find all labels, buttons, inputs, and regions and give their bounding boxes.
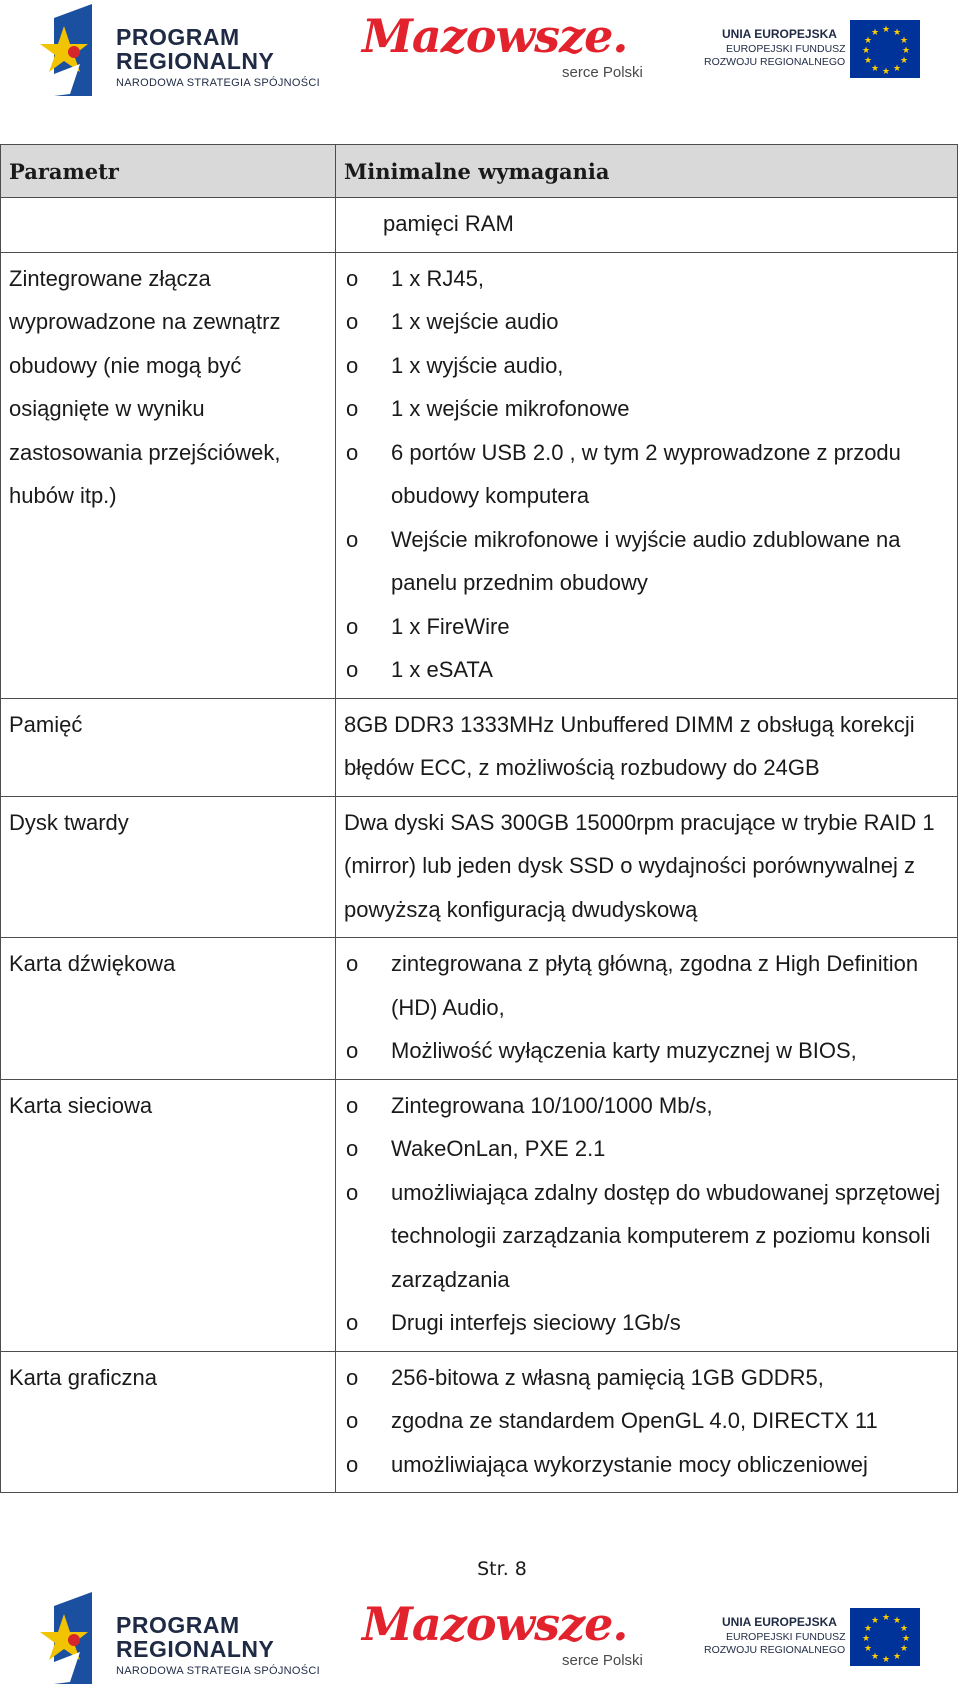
- svg-text:★: ★: [900, 36, 909, 46]
- sound-list: [336, 938, 957, 1079]
- program-logo-line1: PROGRAM: [116, 24, 240, 50]
- eu-logo: [700, 18, 920, 84]
- bullet-icon: o: [346, 309, 359, 334]
- bullet-icon: o: [346, 1310, 359, 1335]
- program-logo-line2: REGIONALNY: [116, 1636, 275, 1662]
- eu-logo-line1: UNIA EUROPEJSKA: [722, 27, 837, 41]
- program-regionalny-emblem-icon: [40, 1592, 100, 1684]
- network-list: [336, 1080, 957, 1351]
- header-minimalne-wymagania: Minimalne wymagania: [336, 145, 958, 198]
- svg-text:★: ★: [864, 1644, 873, 1654]
- program-regionalny-emblem-icon: [40, 4, 100, 96]
- eu-flag-icon: [850, 20, 920, 78]
- svg-text:★: ★: [871, 1652, 880, 1662]
- bullet-icon: o: [346, 265, 359, 291]
- bullet-icon: o: [346, 1451, 359, 1477]
- table-cell-continuation: [336, 198, 958, 253]
- table-cell-requirements: [336, 698, 958, 796]
- list-item: o Drugi interfejs sieciowy 1Gb/s: [344, 1301, 949, 1345]
- mazowsze-tagline: serce Polski: [562, 64, 643, 81]
- eu-logo-line3: ROZWOJU REGIONALNEGO: [704, 1644, 846, 1656]
- table-row-graphics: [1, 1351, 958, 1493]
- bullet-icon: o: [346, 1364, 359, 1390]
- table-cell-requirements: [336, 252, 958, 698]
- param-sound: Karta dźwiękowa: [9, 951, 176, 976]
- disk-value: Dwa dyski SAS 300GB 15000rpm pracujące w trybie RAID 1 (mirror) lub jeden dysk SSD o wydajności porównywalnej z powyższą konfiguracją dwudyskową: [344, 809, 935, 922]
- list-item: o 1 x wejście audio: [344, 300, 949, 344]
- list-item: o WakeOnLan, PXE 2.1: [344, 1127, 949, 1171]
- bullet-icon: o: [346, 1092, 359, 1118]
- svg-text:★: ★: [882, 25, 891, 35]
- bullet-icon: o: [346, 657, 359, 682]
- bullet-icon: o: [346, 1136, 359, 1161]
- bullet-icon: o: [346, 352, 359, 378]
- svg-text:★: ★: [893, 1616, 902, 1626]
- table-row-continuation: [1, 198, 958, 253]
- table-cell-param: [1, 796, 336, 938]
- param-network: Karta sieciowa: [9, 1092, 153, 1118]
- list-item: o zintegrowana z płytą główną, zgodna z High Definition (HD) Audio,: [344, 942, 949, 1029]
- list-item: o Wejście mikrofonowe i wyjście audio zdublowane na panelu przednim obudowy: [344, 518, 949, 605]
- svg-text:★: ★: [902, 1634, 911, 1644]
- eu-logo: [700, 1606, 920, 1672]
- program-regionalny-logo: [40, 1592, 330, 1684]
- program-regionalny-logo: [40, 4, 330, 96]
- svg-text:★: ★: [862, 46, 871, 56]
- mazowsze-tagline: serce Polski: [562, 1652, 643, 1669]
- list-item: o 1 x RJ45,: [344, 257, 949, 301]
- list-item: o 6 portów USB 2.0 , w tym 2 wyprowadzone z przodu obudowy komputera: [344, 431, 949, 518]
- continuation-text: pamięci RAM: [383, 211, 514, 236]
- memory-value: 8GB DDR3 1333MHz Unbuffered DIMM z obsługą korekcji błędów ECC, z możliwością rozbudowy do 24GB: [344, 711, 915, 780]
- svg-text:★: ★: [882, 67, 891, 77]
- svg-text:★: ★: [864, 1624, 873, 1634]
- table-cell-empty: [1, 198, 336, 253]
- footer-logo-band: [0, 1588, 960, 1688]
- bullet-icon: o: [346, 1408, 359, 1433]
- list-item: o 1 x FireWire: [344, 605, 949, 649]
- bullet-icon: o: [346, 526, 359, 552]
- svg-text:★: ★: [864, 36, 873, 46]
- list-item: o umożliwiająca zdalny dostęp do wbudowanej sprzętowej technologii zarządzania komputerem z poziomu konsoli zarządzania: [344, 1171, 949, 1302]
- mazowsze-wordmark: Mazowsze.: [362, 9, 628, 63]
- program-logo-line3: NARODOWA STRATEGIA SPÓJNOŚCI: [116, 77, 320, 89]
- program-logo-line2: REGIONALNY: [116, 48, 275, 74]
- svg-text:★: ★: [862, 1634, 871, 1644]
- table-header-row: [1, 145, 958, 198]
- bullet-icon: o: [346, 1179, 359, 1205]
- svg-text:★: ★: [893, 64, 902, 74]
- svg-text:★: ★: [900, 1624, 909, 1634]
- bullet-icon: o: [346, 951, 359, 976]
- table-cell-param: [1, 1079, 336, 1351]
- param-graphics: Karta graficzna: [9, 1364, 157, 1390]
- table-cell-param: [1, 698, 336, 796]
- table-cell-requirements: [336, 938, 958, 1080]
- table-row-network: [1, 1079, 958, 1351]
- table-row-sound: [1, 938, 958, 1080]
- list-item: o Zintegrowana 10/100/1000 Mb/s,: [344, 1084, 949, 1128]
- list-item: o 1 x wyjście audio,: [344, 344, 949, 388]
- mazowsze-logo: [362, 8, 662, 98]
- svg-text:★: ★: [893, 28, 902, 38]
- eu-logo-line2: EUROPEJSKI FUNDUSZ: [726, 43, 846, 55]
- table-row-disk: [1, 796, 958, 938]
- eu-logo-line2: EUROPEJSKI FUNDUSZ: [726, 1631, 846, 1643]
- table-cell-requirements: [336, 1351, 958, 1493]
- list-item: o 1 x wejście mikrofonowe: [344, 387, 949, 431]
- svg-text:★: ★: [864, 56, 873, 66]
- table-cell-param: [1, 1351, 336, 1493]
- list-item: o 256-bitowa z własną pamięcią 1GB GDDR5,: [344, 1356, 949, 1400]
- page-number: Str. 8: [477, 1558, 527, 1580]
- svg-text:★: ★: [900, 56, 909, 66]
- param-connectors: Zintegrowane złącza wyprowadzone na zewnątrz obudowy (nie mogą być osiągnięte w wyniku zastosowania przejściówek, hubów itp.): [9, 265, 281, 508]
- eu-logo-line3: ROZWOJU REGIONALNEGO: [704, 56, 846, 68]
- connectors-list: [336, 253, 957, 698]
- param-memory: Pamięć: [9, 711, 83, 737]
- graphics-list: [336, 1352, 957, 1493]
- specification-table: [0, 144, 958, 1493]
- bullet-icon: o: [346, 613, 359, 639]
- program-logo-line1: PROGRAM: [116, 1612, 240, 1638]
- header-logo-band: [0, 0, 960, 100]
- table-cell-requirements: [336, 796, 958, 938]
- svg-text:★: ★: [882, 1613, 891, 1623]
- list-item: o zgodna ze standardem OpenGL 4.0, DIRECTX 11: [344, 1399, 949, 1443]
- list-item: o 1 x eSATA: [344, 648, 949, 692]
- svg-text:★: ★: [902, 46, 911, 56]
- param-disk: Dysk twardy: [9, 809, 129, 835]
- bullet-icon: o: [346, 439, 359, 465]
- list-item: o Możliwość wyłączenia karty muzycznej w BIOS,: [344, 1029, 949, 1073]
- program-logo-line3: NARODOWA STRATEGIA SPÓJNOŚCI: [116, 1665, 320, 1677]
- table-cell-requirements: [336, 1079, 958, 1351]
- mazowsze-logo: [362, 1596, 662, 1686]
- svg-text:★: ★: [882, 1655, 891, 1665]
- table-row-memory: [1, 698, 958, 796]
- svg-text:★: ★: [871, 28, 880, 38]
- bullet-icon: o: [346, 396, 359, 421]
- svg-text:★: ★: [871, 1616, 880, 1626]
- eu-logo-line1: UNIA EUROPEJSKA: [722, 1615, 837, 1629]
- header-parametr: Parametr: [1, 145, 336, 198]
- svg-text:★: ★: [900, 1644, 909, 1654]
- bullet-icon: o: [346, 1038, 359, 1063]
- table-cell-param: [1, 938, 336, 1080]
- table-row-connectors: [1, 252, 958, 698]
- svg-text:★: ★: [871, 64, 880, 74]
- table-cell-param: [1, 252, 336, 698]
- eu-flag-icon: [850, 1608, 920, 1666]
- mazowsze-wordmark: Mazowsze.: [362, 1597, 628, 1651]
- svg-text:★: ★: [893, 1652, 902, 1662]
- list-item: o umożliwiająca wykorzystanie mocy obliczeniowej: [344, 1443, 949, 1487]
